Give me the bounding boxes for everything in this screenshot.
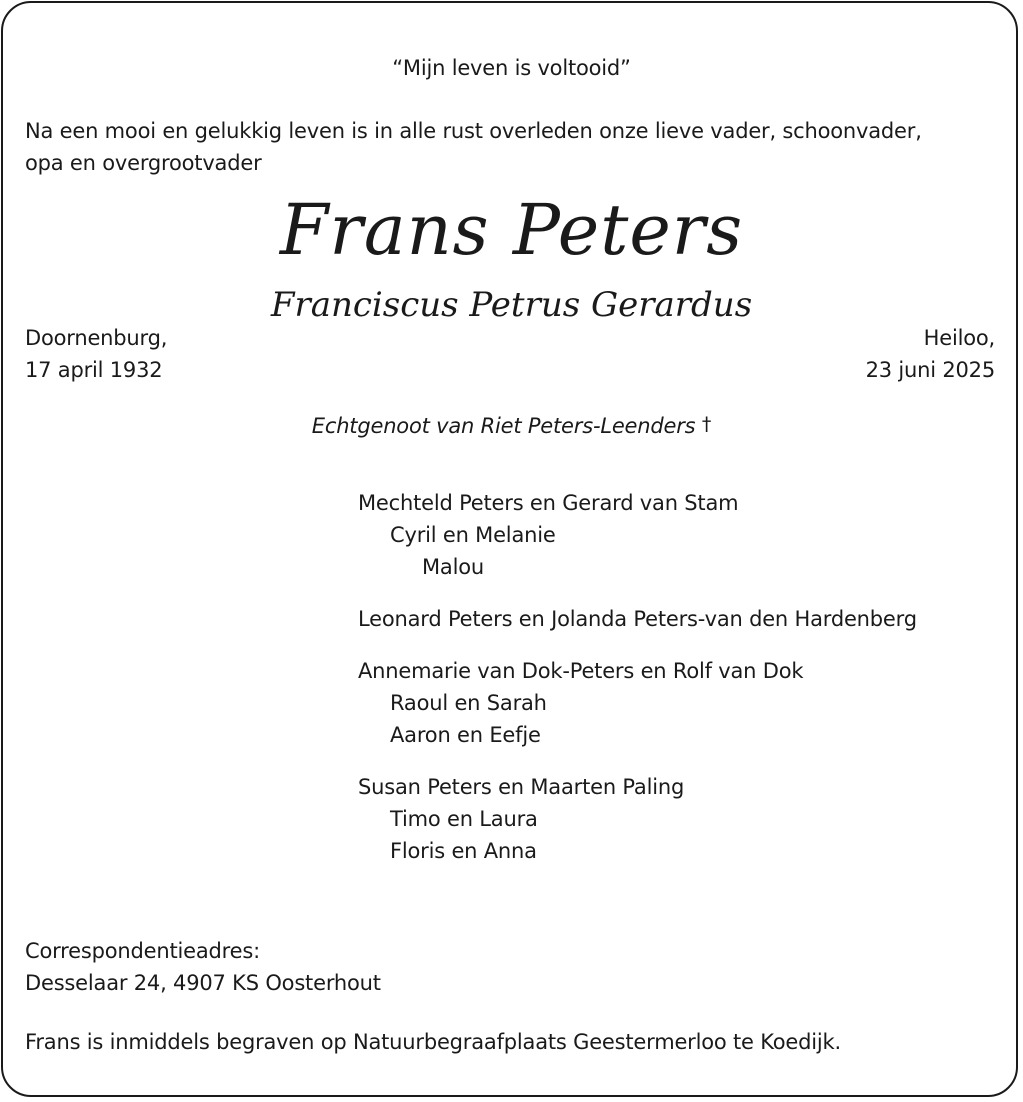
family-group xyxy=(358,603,917,635)
intro-text xyxy=(25,115,922,179)
family-group xyxy=(358,655,917,751)
intro-line-2: opa en overgrootvader xyxy=(25,151,262,175)
family-list xyxy=(358,487,917,887)
spouse-line xyxy=(0,408,1023,442)
spouse-text: Echtgenoot van Riet Peters-Leenders xyxy=(311,414,696,438)
correspondence-label: Correspondentieadres: xyxy=(25,939,260,963)
birth-date: 17 april 1932 xyxy=(25,358,163,382)
dagger-icon: † xyxy=(701,413,712,435)
deceased-full-name: Franciscus Petrus Gerardus xyxy=(270,285,753,325)
burial-note: Frans is inmiddels begraven op Natuurbegraafplaats Geestermerloo te Koedijk. xyxy=(25,1030,841,1054)
family-main: Susan Peters en Maarten Paling xyxy=(358,775,685,799)
death-info xyxy=(866,322,995,386)
family-group xyxy=(358,487,917,583)
correspondence-address: Desselaar 24, 4907 KS Oosterhout xyxy=(25,971,381,995)
family-child: Timo en Laura xyxy=(390,807,538,831)
birth-info xyxy=(25,322,167,386)
family-child: Floris en Anna xyxy=(390,839,537,863)
correspondence xyxy=(25,935,381,999)
family-main: Mechteld Peters en Gerard van Stam xyxy=(358,491,739,515)
birth-place: Doornenburg, xyxy=(25,326,168,350)
family-child: Raoul en Sarah xyxy=(390,691,547,715)
family-main: Leonard Peters en Jolanda Peters-van den Hardenberg xyxy=(358,607,917,631)
family-child: Cyril en Melanie xyxy=(390,523,556,547)
family-main: Annemarie van Dok-Peters en Rolf van Dok xyxy=(358,659,804,683)
family-child: Aaron en Eefje xyxy=(390,723,541,747)
deceased-name: Frans Peters xyxy=(279,189,744,271)
family-group xyxy=(358,771,917,867)
death-place: Heiloo, xyxy=(923,326,995,350)
family-grandchild: Malou xyxy=(422,555,484,579)
death-date: 23 juni 2025 xyxy=(865,358,995,382)
intro-line-1: Na een mooi en gelukkig leven is in alle rust overleden onze lieve vader, schoonvader, xyxy=(25,119,922,143)
motto: “Mijn leven is voltooid” xyxy=(392,56,631,80)
